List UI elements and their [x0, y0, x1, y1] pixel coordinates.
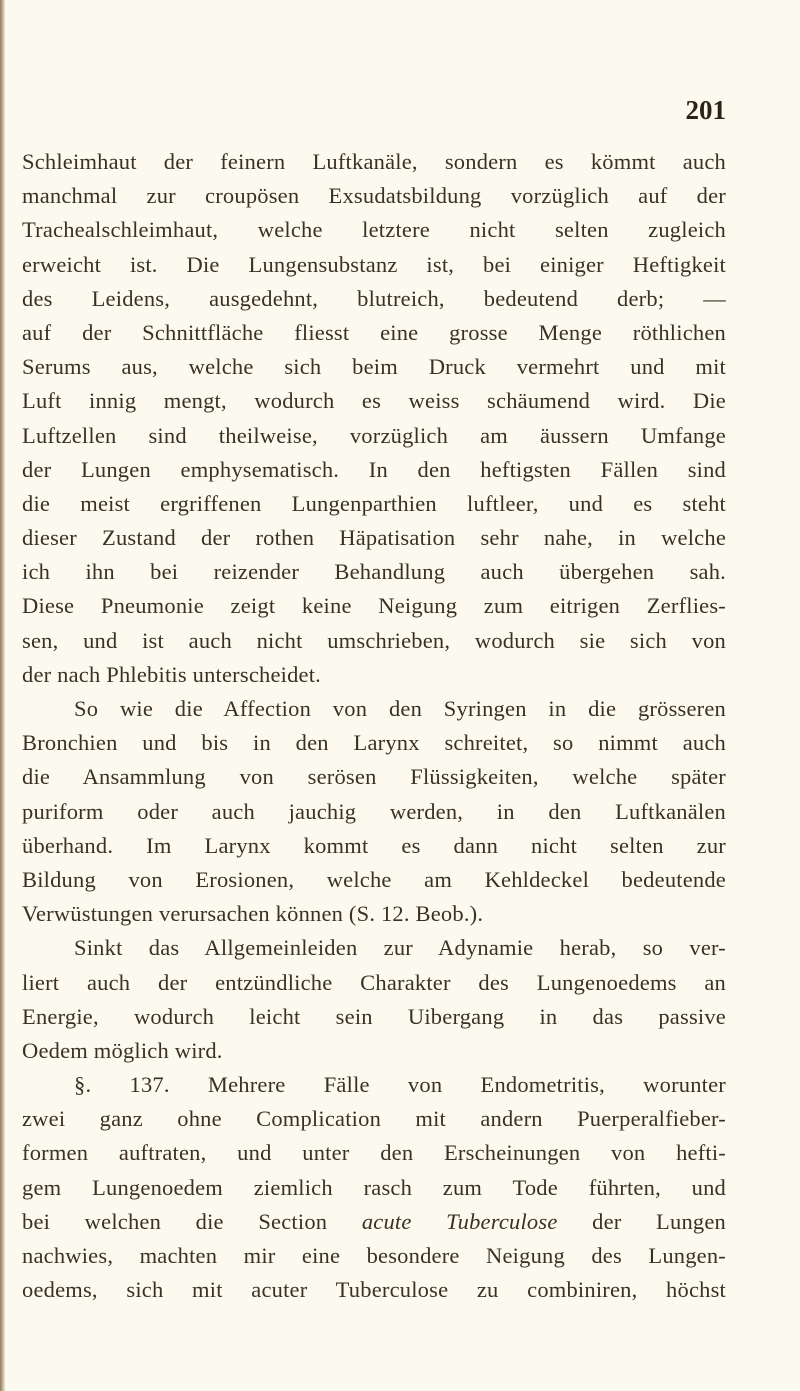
page-number: 201	[685, 95, 726, 125]
page-binding-edge	[0, 0, 5, 1391]
text-line: formen auftraten, und unter den Erscheinungen von hefti-	[22, 1140, 726, 1166]
page-body-text	[22, 145, 726, 1307]
text-line: überhand. Im Larynx kommt es dann nicht selten zur	[22, 832, 726, 858]
text-line: des Leidens, ausgedehnt, blutreich, bedeutend derb; —	[22, 285, 726, 311]
text-segment: der Lungen	[557, 1208, 726, 1234]
text-line: So wie die Affection von den Syringen in die grösseren	[74, 696, 726, 721]
text-line: puriform oder auch jauchig werden, in den Luftkanälen	[22, 798, 726, 824]
text-line: Sinkt das Allgemeinleiden zur Adynamie herab, so ver-	[74, 935, 726, 961]
text-line: erweicht ist. Die Lungensubstanz ist, bei einiger Heftigkeit	[22, 251, 726, 277]
italic-term: acute Tuberculose	[361, 1208, 558, 1234]
paragraph-1	[22, 145, 726, 692]
paragraph-2	[22, 692, 726, 931]
text-line: Energie, wodurch leicht sein Uibergang in das passive	[22, 1003, 726, 1029]
text-line: nachwies, machten mir eine besondere Neigung des Lungen-	[22, 1243, 726, 1268]
text-segment: bei welchen die Section	[22, 1208, 362, 1234]
text-line: Luftzellen sind theilweise, vorzüglich am äussern Umfange	[22, 422, 726, 448]
text-line-with-italic	[22, 1205, 726, 1239]
text-line: ich ihn bei reizender Behandlung auch übergehen sah.	[22, 559, 726, 585]
text-line: die meist ergriffenen Lungenparthien luftleer, und es steht	[22, 490, 726, 516]
text-line: dieser Zustand der rothen Häpatisation sehr nahe, in welche	[22, 525, 726, 551]
text-line: Luft innig mengt, wodurch es weiss schäumend wird. Die	[22, 388, 726, 414]
text-line: sen, und ist auch nicht umschrieben, wodurch sie sich von	[22, 627, 726, 653]
text-line: der Lungen emphysematisch. In den heftigsten Fällen sind	[22, 456, 726, 482]
paragraph-3	[22, 931, 726, 1068]
text-line: auf der Schnittfläche fliesst eine grosse Menge röthlichen	[22, 319, 726, 345]
text-line: Diese Pneumonie zeigt keine Neigung zum eitrigen Zerflies-	[22, 593, 726, 619]
text-line: Schleimhaut der feinern Luftkanäle, sondern es kömmt auch	[22, 149, 726, 174]
text-line: liert auch der entzündliche Charakter des Lungenoedems an	[22, 969, 726, 995]
text-line: manchmal zur croupösen Exsudatsbildung vorzüglich auf der	[22, 183, 726, 209]
text-line: der nach Phlebitis unterscheidet.	[22, 661, 322, 687]
text-line: gem Lungenoedem ziemlich rasch zum Tode führten, und	[22, 1174, 726, 1200]
text-line: Bronchien und bis in den Larynx schreitet, so nimmt auch	[22, 730, 726, 756]
text-line: Verwüstungen verursachen können (S. 12. Beob.).	[22, 901, 484, 927]
text-line: Oedem möglich wird.	[22, 1037, 223, 1063]
text-line: die Ansammlung von serösen Flüssigkeiten, welche später	[22, 764, 726, 790]
text-line: Trachealschleimhaut, welche letztere nicht selten zugleich	[22, 217, 726, 243]
text-line: §. 137. Mehrere Fälle von Endometritis, worunter	[74, 1072, 726, 1098]
text-line: Serums aus, welche sich beim Druck vermehrt und mit	[22, 354, 726, 380]
text-line: zwei ganz ohne Complication mit andern Puerperalfieber-	[22, 1106, 726, 1132]
text-line: oedems, sich mit acuter Tuberculose zu combiniren, höchst	[22, 1277, 726, 1303]
paragraph-section-137	[22, 1068, 726, 1307]
text-line: Bildung von Erosionen, welche am Kehldeckel bedeutende	[22, 866, 726, 892]
